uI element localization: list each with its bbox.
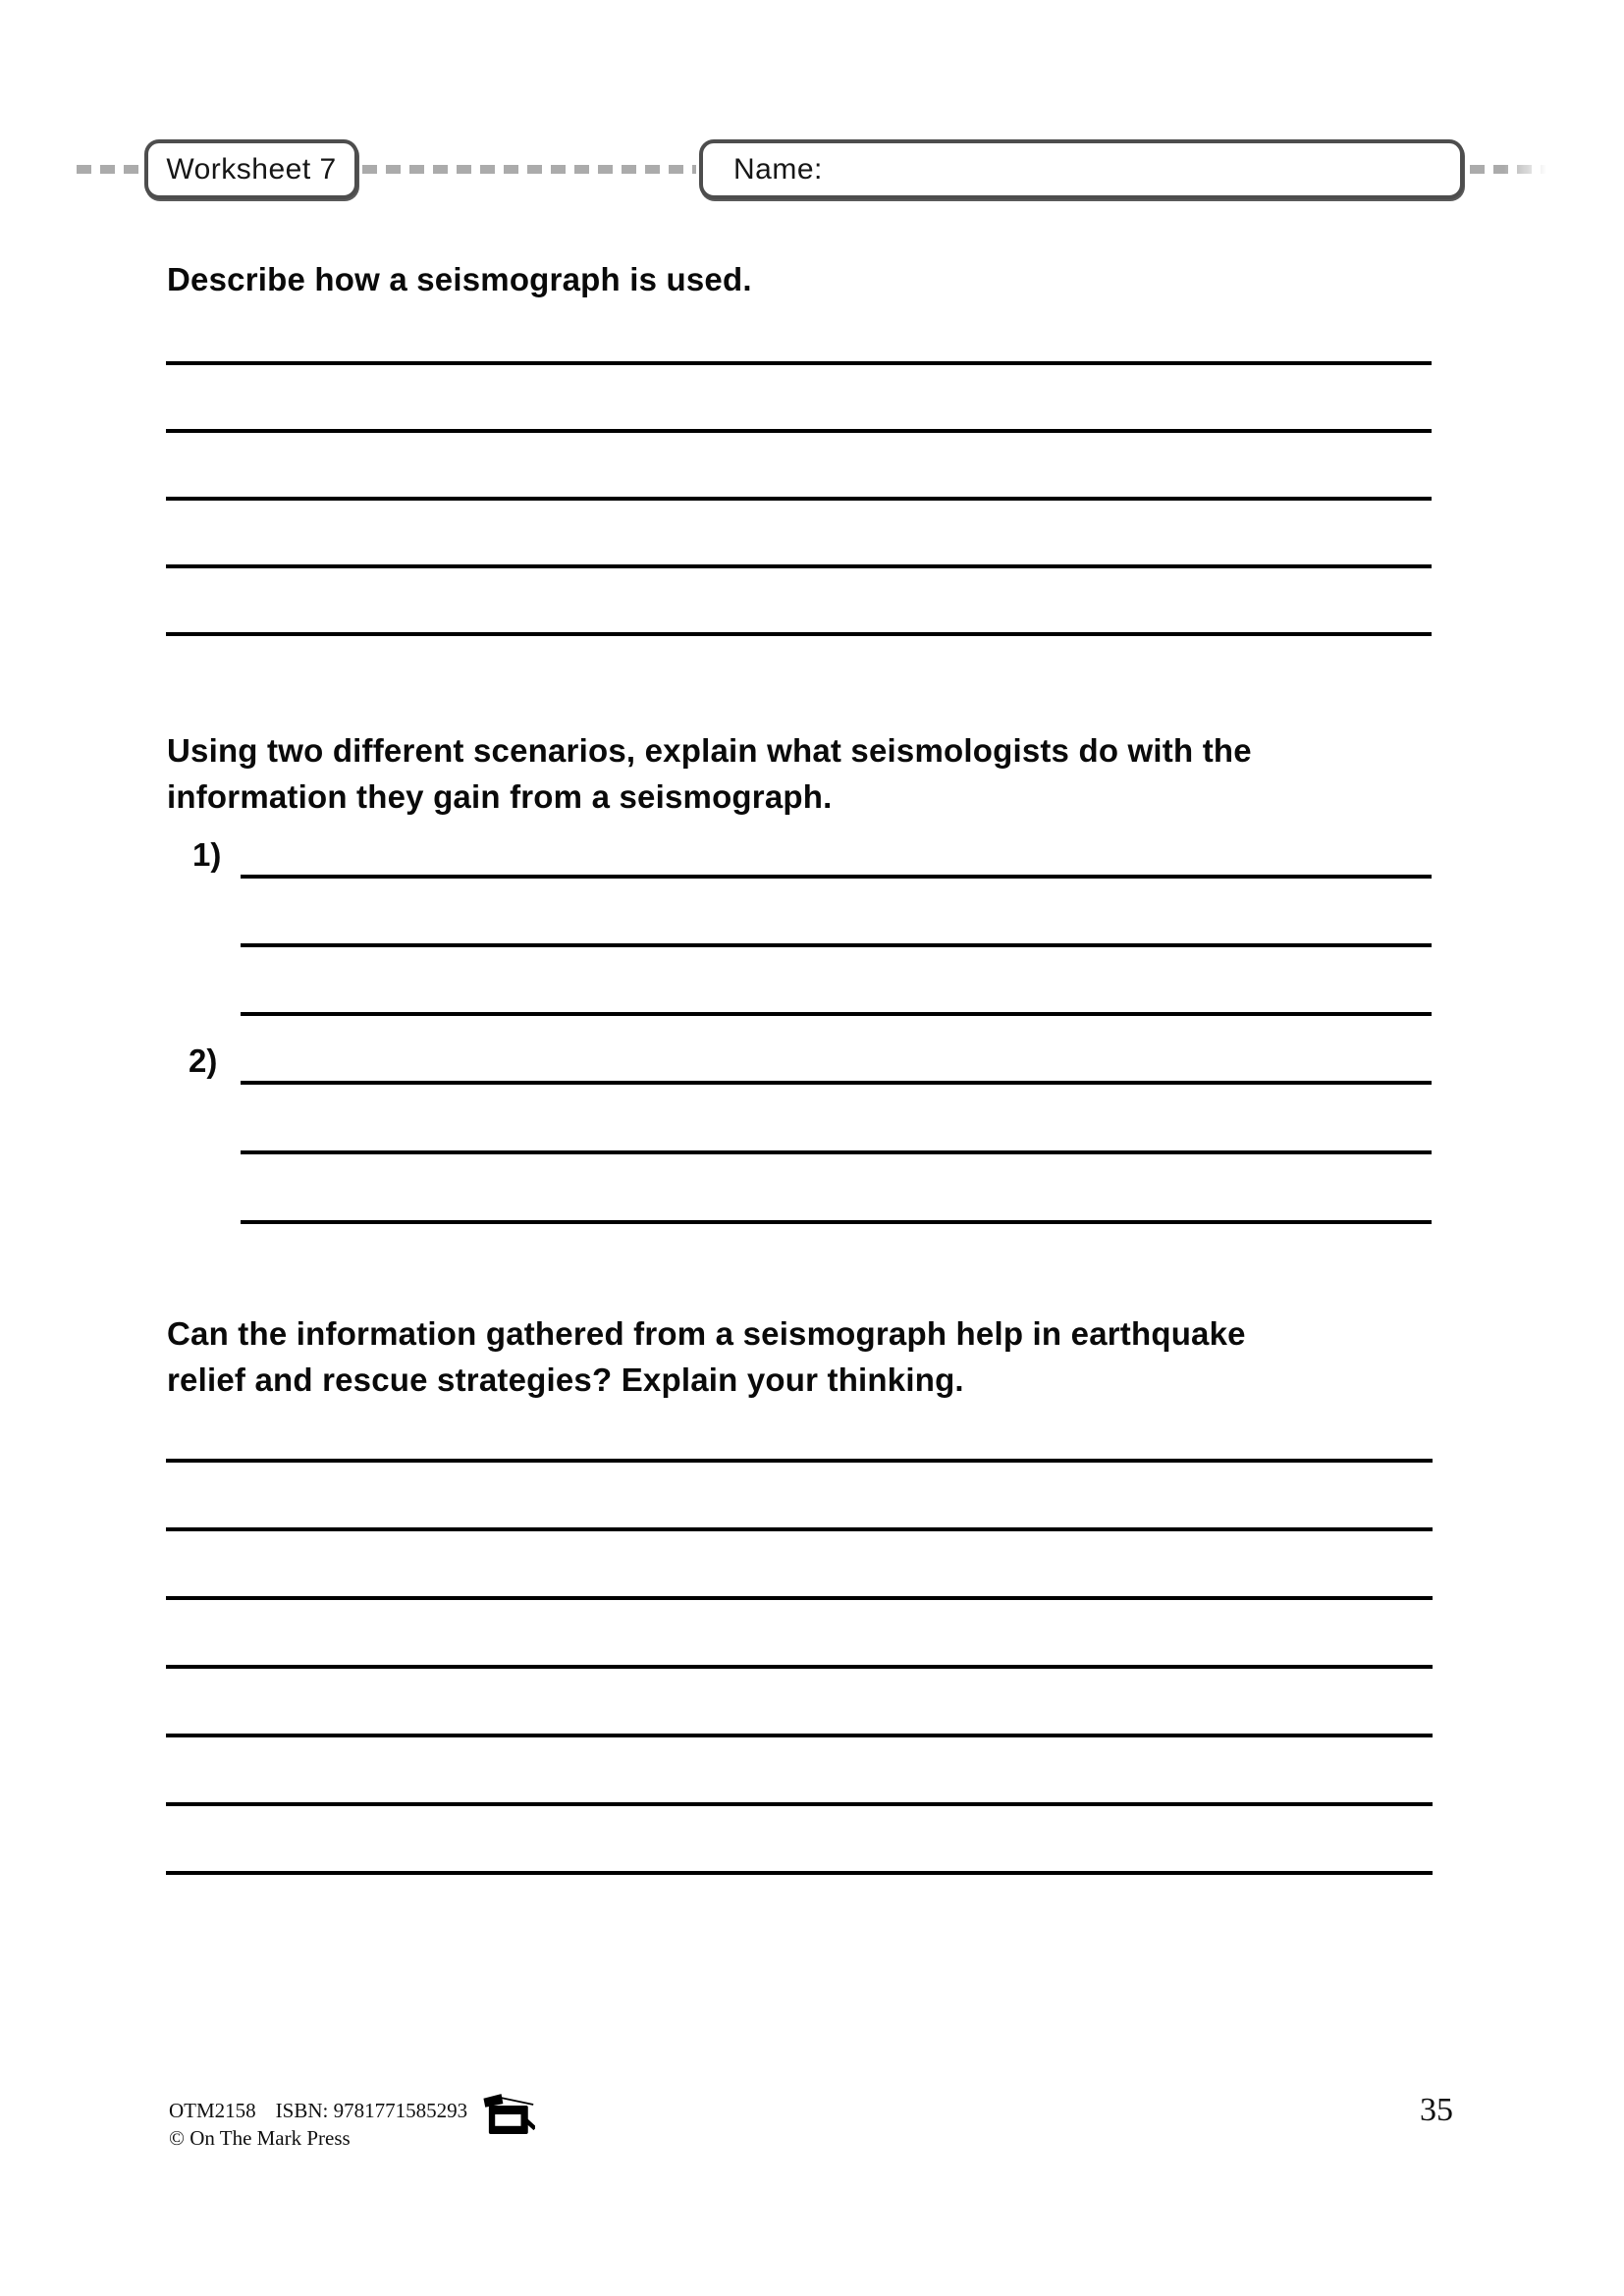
name-label: Name: [733, 152, 823, 186]
answer-line[interactable] [241, 875, 1432, 879]
item-2-answer-lines [241, 1081, 1432, 1290]
answer-line[interactable] [166, 1527, 1433, 1531]
item-1-number: 1) [192, 836, 222, 873]
question-1-prompt-line: Describe how a seismograph is used. [167, 261, 752, 297]
item-1-answer-lines [241, 875, 1432, 1081]
question-3-prompt [167, 1310, 1246, 1403]
footer-publisher-info [169, 2097, 467, 2152]
footer-isbn: ISBN: 9781771585293 [275, 2099, 468, 2122]
footer-product-code: OTM2158 [169, 2099, 256, 2122]
answer-line[interactable] [166, 1596, 1433, 1600]
answer-line[interactable] [166, 497, 1432, 501]
question-3-prompt-line-2: relief and rescue strategies? Explain your thinking. [167, 1362, 964, 1398]
answer-line[interactable] [166, 1459, 1433, 1463]
answer-line[interactable] [241, 1220, 1432, 1224]
dashed-rule-middle [362, 165, 696, 174]
photocopier-icon [478, 2089, 535, 2145]
answer-line[interactable] [241, 1012, 1432, 1016]
question-3-prompt-line-1: Can the information gathered from a seismograph help in earthquake [167, 1315, 1246, 1352]
worksheet-label: Worksheet 7 [166, 152, 337, 186]
footer-copyright: © On The Mark Press [169, 2126, 351, 2150]
answer-line[interactable] [166, 632, 1432, 636]
answer-line[interactable] [166, 1802, 1433, 1806]
worksheet-badge [144, 139, 358, 199]
answer-line[interactable] [166, 564, 1432, 568]
page-number: 35 [1420, 2092, 1453, 2128]
answer-line[interactable] [166, 429, 1432, 433]
question-2-prompt-line-2: information they gain from a seismograph. [167, 778, 833, 815]
footer-line-1 [169, 2097, 467, 2124]
answer-line[interactable] [166, 1734, 1433, 1737]
dashed-rule-right [1470, 165, 1546, 174]
question-3-answer-lines [166, 1459, 1433, 1940]
answer-line[interactable] [166, 361, 1432, 365]
question-2-prompt-line-1: Using two different scenarios, explain what seismologists do with the [167, 732, 1252, 769]
question-1-answer-lines [166, 361, 1432, 700]
answer-line[interactable] [241, 1081, 1432, 1085]
dashed-rule-left [77, 165, 143, 174]
answer-line[interactable] [241, 1150, 1432, 1154]
item-2-number: 2) [189, 1042, 218, 1079]
question-1-prompt [167, 256, 752, 302]
answer-line[interactable] [166, 1665, 1433, 1669]
name-field-box[interactable] [699, 139, 1464, 199]
question-2-prompt [167, 727, 1252, 820]
answer-line[interactable] [166, 1871, 1433, 1875]
answer-line[interactable] [241, 943, 1432, 947]
